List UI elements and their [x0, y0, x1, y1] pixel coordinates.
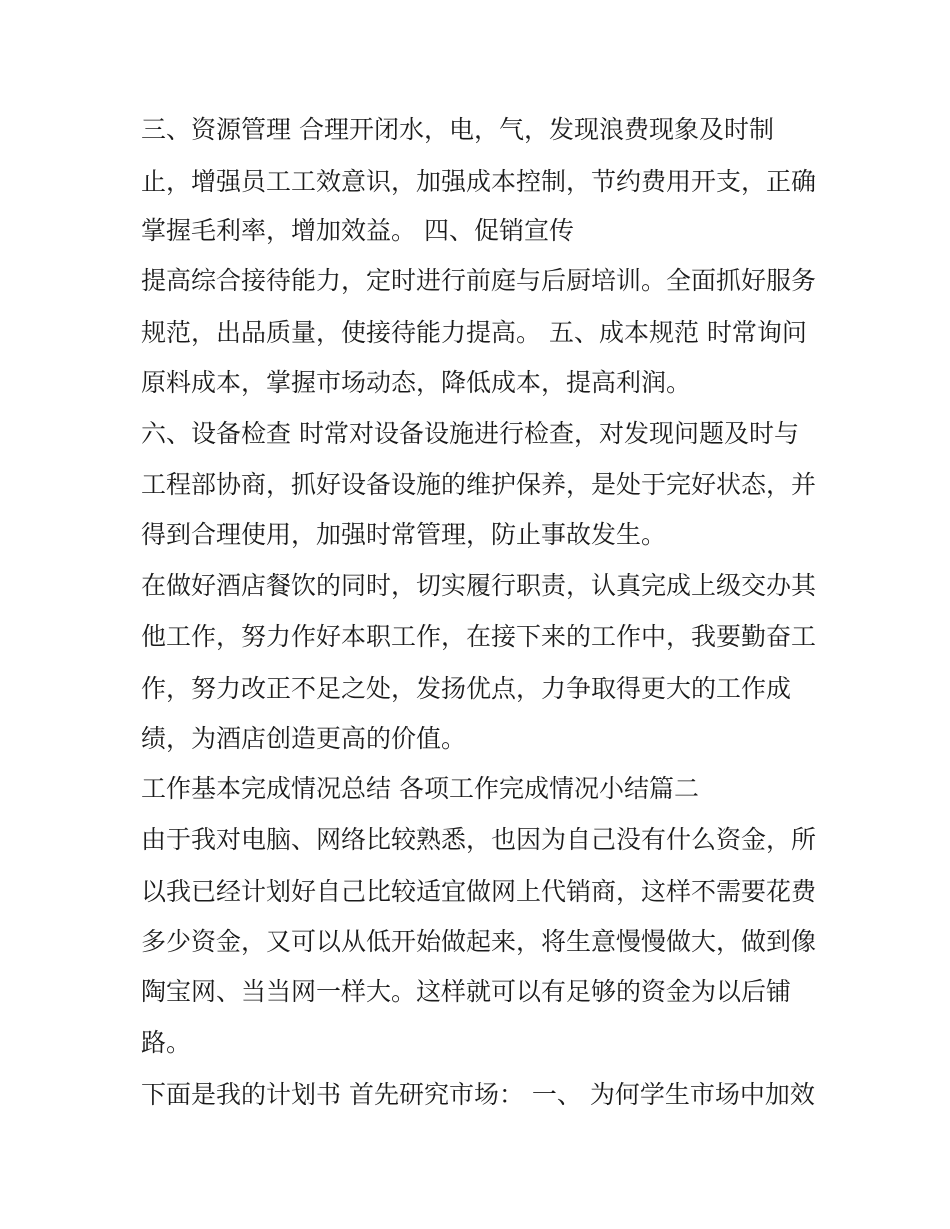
text-line: 多少资金，又可以从低开始做起来，将生意慢慢做大，做到像 [141, 927, 817, 956]
text-line: 六、设备检查 时常对设备设施进行检查，对发现问题及时与 [141, 419, 799, 448]
text-line: 作，努力改正不足之处，发扬优点，力争取得更大的工作成 [141, 674, 792, 703]
text-line: 工程部协商，抓好设备设施的维护保养，是处于完好状态，并 [141, 470, 817, 499]
text-line: 以我已经计划好自己比较适宜做网上代销商，这样不需要花费 [141, 877, 817, 906]
text-line: 他工作，努力作好本职工作，在接下来的工作中，我要勤奋工 [141, 622, 817, 651]
text-line: 原料成本，掌握市场动态，降低成本，提高利润。 [141, 368, 692, 397]
text-line: 得到合理使用，加强时常管理，防止事故发生。 [141, 520, 667, 549]
text-line: 提高综合接待能力，定时进行前庭与后厨培训。全面抓好服务 [141, 266, 817, 295]
text-line: 三、资源管理 合理开闭水，电，气，发现浪费现象及时制 [141, 115, 774, 144]
text-line: 绩，为酒店创造更高的价值。 [141, 724, 467, 753]
text-line: 下面是我的计划书 首先研究市场： 一、 为何学生市场中加效 [141, 1080, 815, 1109]
text-line: 掌握毛利率，增加效益。 四、促销宣传 [141, 216, 574, 245]
text-line: 路。 [141, 1028, 192, 1057]
text-line: 陶宝网、当当网一样大。这样就可以有足够的资金为以后铺 [141, 977, 792, 1006]
text-line: 规范，出品质量，使接待能力提高。 五、成本规范 时常询问 [141, 318, 807, 347]
text-line: 止，增强员工工效意识，加强成本控制，节约费用开支，正确 [141, 167, 817, 196]
text-line: 在做好酒店餐饮的同时，切实履行职责，认真完成上级交办其 [141, 571, 817, 600]
section-heading: 工作基本完成情况总结 各项工作完成情况小结篇二 [141, 774, 699, 803]
text-line: 由于我对电脑、网络比较熟悉，也因为自己没有什么资金，所 [141, 825, 817, 854]
